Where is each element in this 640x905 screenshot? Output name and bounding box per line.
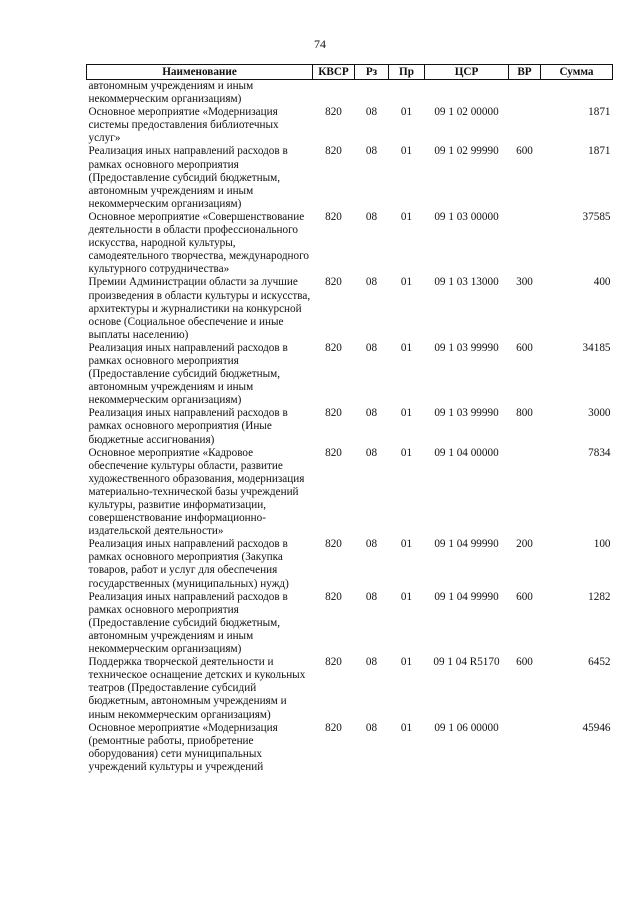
cell-rz: 08 xyxy=(365,721,378,734)
cell-vr: 600 xyxy=(516,590,533,603)
table-row xyxy=(87,447,613,539)
table-row xyxy=(87,591,613,656)
cell-pr: 01 xyxy=(400,590,413,603)
table-row xyxy=(87,106,613,145)
table-row xyxy=(87,656,613,721)
cell-vr: 600 xyxy=(516,341,533,354)
cell-name: Основное мероприятие «Совершенствование деятельности в области профессионального искусства, народной культуры, самодеятельного творчества, международного культурного сотрудничества» xyxy=(88,210,310,276)
cell-kvsr: 820 xyxy=(325,721,342,734)
cell-pr: 01 xyxy=(400,106,413,119)
cell-csr: 09 1 02 99990 xyxy=(434,145,499,158)
table-row xyxy=(87,538,613,590)
cell-kvsr: 820 xyxy=(325,276,342,289)
cell-sum: 45946 xyxy=(582,721,611,734)
table-row xyxy=(87,276,613,341)
header-kvsr: КВСР xyxy=(313,65,355,80)
header-sum: Сумма xyxy=(541,65,613,80)
cell-vr: 800 xyxy=(516,407,533,420)
cell-name: Реализация иных направлений расходов в рамках основного мероприятия (Предоставление субсидий бюджетным, автономным учреждениям и иным некоммерческим организациям) xyxy=(88,590,288,656)
cell-pr: 01 xyxy=(400,656,413,669)
cell-kvsr: 820 xyxy=(325,210,342,223)
cell-pr xyxy=(389,80,425,107)
cell-sum: 6452 xyxy=(588,656,611,669)
cell-vr: 200 xyxy=(516,538,533,551)
cell-kvsr: 820 xyxy=(325,590,342,603)
cell-csr: 09 1 06 00000 xyxy=(434,721,499,734)
cell-rz: 08 xyxy=(365,590,378,603)
cell-pr: 01 xyxy=(400,721,413,734)
cell-csr xyxy=(425,80,509,107)
table-header-row xyxy=(87,65,613,80)
cell-csr: 09 1 04 R5170 xyxy=(433,656,500,669)
cell-rz: 08 xyxy=(365,341,378,354)
header-vr: ВР xyxy=(509,65,541,80)
table-row xyxy=(87,722,613,774)
cell-kvsr xyxy=(313,80,355,107)
cell-kvsr: 820 xyxy=(325,341,342,354)
table-row xyxy=(87,342,613,407)
cell-kvsr: 820 xyxy=(325,106,342,119)
cell-name: Поддержка творческой деятельности и техническое оснащение детских и кукольных театров (Предоставление субсидий бюджетным, автономным учреждениям и иным некоммерческим организациям) xyxy=(88,656,306,721)
cell-sum: 7834 xyxy=(588,446,611,459)
cell-rz: 08 xyxy=(365,656,378,669)
cell-sum: 34185 xyxy=(582,341,611,354)
cell-kvsr: 820 xyxy=(325,446,342,459)
cell-sum: 1871 xyxy=(588,145,611,158)
cell-vr xyxy=(509,447,541,539)
cell-kvsr: 820 xyxy=(325,145,342,158)
cell-pr: 01 xyxy=(400,341,413,354)
cell-name: Реализация иных направлений расходов в рамках основного мероприятия (Закупка товаров, работ и услуг для обеспечения государственных (муниципальных) нужд) xyxy=(88,538,289,590)
table-row xyxy=(87,80,613,107)
cell-rz: 08 xyxy=(365,145,378,158)
cell-csr: 09 1 04 99990 xyxy=(434,538,499,551)
cell-rz: 08 xyxy=(365,446,378,459)
cell-vr xyxy=(509,722,541,774)
cell-vr xyxy=(509,106,541,145)
cell-kvsr: 820 xyxy=(325,538,342,551)
cell-name: Реализация иных направлений расходов в рамках основного мероприятия (Предоставление субсидий бюджетным, автономным учреждениям и иным некоммерческим организациям) xyxy=(88,341,288,407)
cell-rz xyxy=(355,80,389,107)
cell-name: Основное мероприятие «Кадровое обеспечение культуры области, развитие художественного образования, модернизация материально-технической базы учреждений культуры, развитие информатизации, совершенствование информационно-издательской деятельности» xyxy=(88,446,305,538)
header-name: Наименование xyxy=(87,65,313,80)
cell-rz: 08 xyxy=(365,276,378,289)
budget-table xyxy=(86,64,613,774)
cell-rz: 08 xyxy=(365,106,378,119)
cell-vr xyxy=(509,80,541,107)
cell-name: Реализация иных направлений расходов в рамках основного мероприятия (Предоставление субсидий бюджетным, автономным учреждениям и иным некоммерческим организациям) xyxy=(88,145,288,210)
cell-sum: 1282 xyxy=(588,590,611,603)
header-rz: Рз xyxy=(355,65,389,80)
cell-sum: 400 xyxy=(593,276,611,289)
cell-name: Основное мероприятие «Модернизация (ремонтные работы, приобретение оборудования) сети муниципальных учреждений культуры и учреждений xyxy=(88,721,278,773)
cell-csr: 09 1 03 00000 xyxy=(434,210,499,223)
cell-name: автономным учреждениям и иным некоммерческим организациям) xyxy=(88,80,254,106)
cell-rz: 08 xyxy=(365,407,378,420)
cell-kvsr: 820 xyxy=(325,656,342,669)
cell-name: Основное мероприятие «Модернизация системы предоставления библиотечных услуг» xyxy=(88,106,279,145)
cell-sum: 37585 xyxy=(582,210,611,223)
cell-csr: 09 1 02 00000 xyxy=(434,106,499,119)
cell-csr: 09 1 04 99990 xyxy=(434,590,499,603)
cell-sum: 100 xyxy=(593,538,611,551)
cell-vr xyxy=(509,211,541,276)
cell-sum xyxy=(541,80,613,107)
cell-pr: 01 xyxy=(400,276,413,289)
cell-csr: 09 1 04 00000 xyxy=(434,446,499,459)
cell-name: Реализация иных направлений расходов в рамках основного мероприятия (Иные бюджетные ассигнования) xyxy=(88,407,288,446)
cell-sum: 1871 xyxy=(588,106,611,119)
cell-pr: 01 xyxy=(400,145,413,158)
cell-pr: 01 xyxy=(400,407,413,420)
cell-vr: 600 xyxy=(516,656,533,669)
header-csr: ЦСР xyxy=(425,65,509,80)
page-number: 74 xyxy=(314,37,326,51)
cell-pr: 01 xyxy=(400,210,413,223)
cell-vr: 600 xyxy=(516,145,533,158)
cell-pr: 01 xyxy=(400,446,413,459)
cell-pr: 01 xyxy=(400,538,413,551)
table-body xyxy=(87,80,613,774)
cell-name: Премии Администрации области за лучшие произведения в области культуры и искусства, архитектуры и журналистики на конкурсной основе (Социальное обеспечение и иные выплаты населению) xyxy=(88,276,311,341)
cell-kvsr: 820 xyxy=(325,407,342,420)
cell-vr: 300 xyxy=(516,276,533,289)
table-row xyxy=(87,211,613,276)
cell-csr: 09 1 03 99990 xyxy=(434,341,499,354)
cell-csr: 09 1 03 13000 xyxy=(434,276,499,289)
table-row xyxy=(87,145,613,210)
cell-rz: 08 xyxy=(365,210,378,223)
cell-csr: 09 1 03 99990 xyxy=(434,407,499,420)
header-pr: Пр xyxy=(389,65,425,80)
cell-sum: 3000 xyxy=(588,407,611,420)
cell-rz: 08 xyxy=(365,538,378,551)
table-row xyxy=(87,407,613,446)
